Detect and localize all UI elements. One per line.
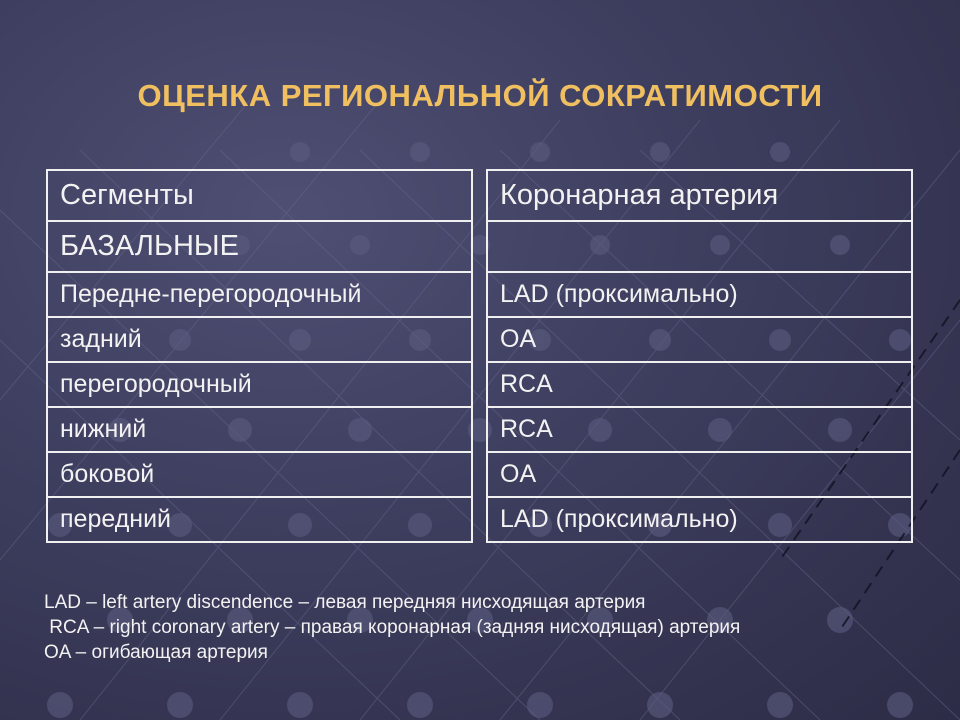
note-lad: LAD – left artery discendence – левая передняя нисходящая артерия bbox=[44, 592, 646, 613]
artery-cell: OA bbox=[487, 452, 912, 497]
note-oa: OA – огибающая артерия bbox=[44, 642, 268, 663]
slide-title: ОЦЕНКА РЕГИОНАЛЬНОЙ СОКРАТИМОСТИ bbox=[137, 78, 823, 113]
artery-cell: RCA bbox=[487, 362, 912, 407]
artery-cell: LAD (проксимально) bbox=[487, 272, 912, 317]
segment-cell: перегородочный bbox=[47, 362, 472, 407]
segment-cell: передний bbox=[47, 497, 472, 542]
artery-cell: LAD (проксимально) bbox=[487, 497, 912, 542]
segment-cell: боковой bbox=[47, 452, 472, 497]
note-rca: RCA – right coronary artery – правая коронарная (задняя нисходящая) артерия bbox=[44, 617, 741, 638]
artery-cell: OA bbox=[487, 317, 912, 362]
segment-cell: задний bbox=[47, 317, 472, 362]
segments-table bbox=[46, 169, 473, 543]
segment-cell: БАЗАЛЬНЫЕ bbox=[47, 221, 472, 272]
abbreviation-notes bbox=[44, 590, 740, 665]
artery-cell bbox=[487, 221, 912, 272]
artery-cell: RCA bbox=[487, 407, 912, 452]
artery-header: Коронарная артерия bbox=[487, 170, 912, 221]
segments-header: Сегменты bbox=[47, 170, 472, 221]
artery-table bbox=[486, 169, 913, 543]
segment-cell: Передне-перегородочный bbox=[47, 272, 472, 317]
segment-cell: нижний bbox=[47, 407, 472, 452]
